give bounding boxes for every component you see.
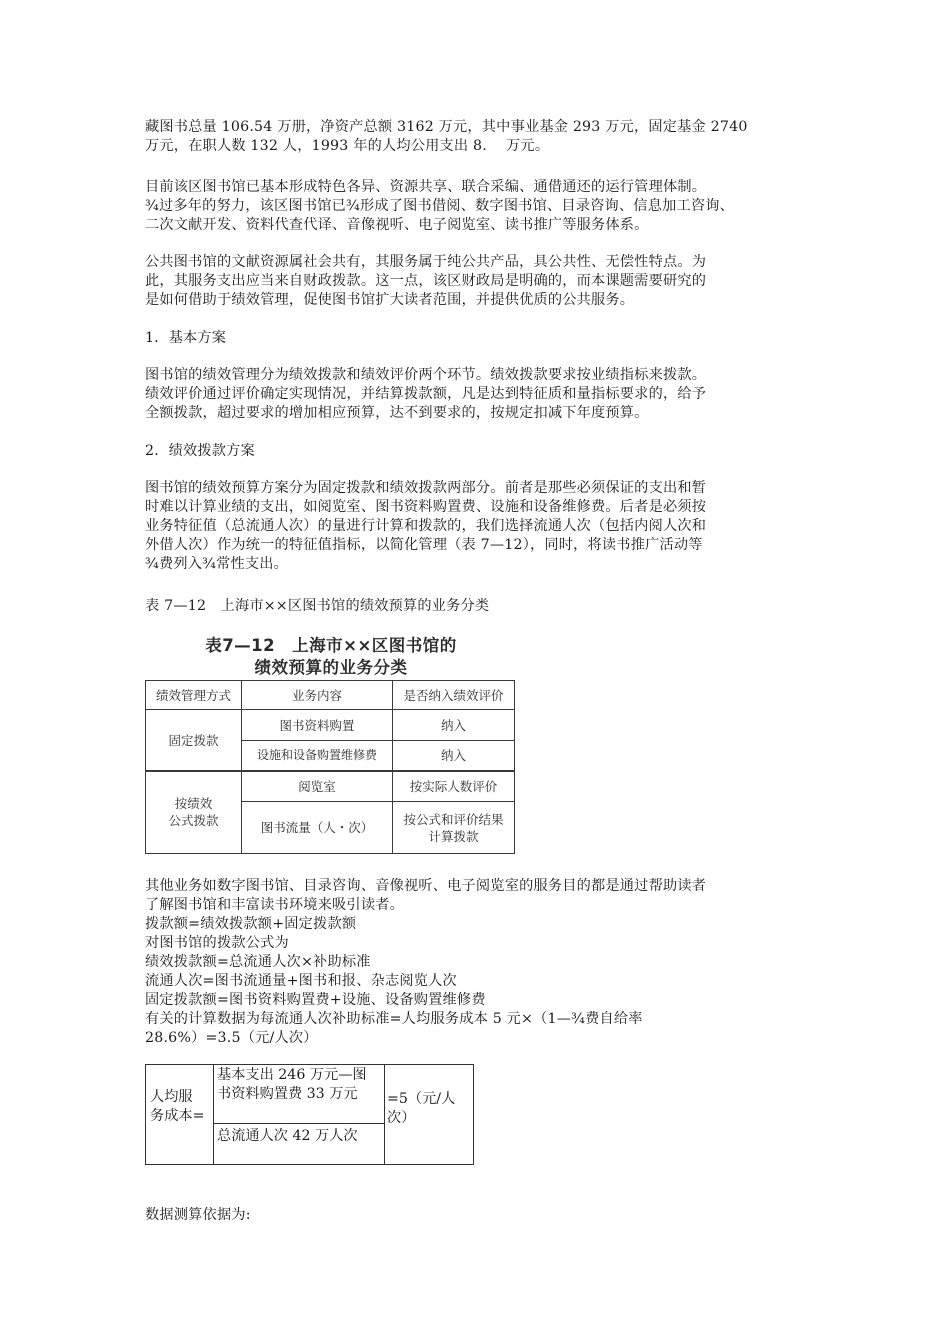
group-formula-line2: 公式拨款: [168, 813, 219, 828]
figure-title-line2: 绩效预算的业务分类: [254, 658, 408, 677]
figure-title-line1: 表7—12 上海市××区图书馆的: [205, 636, 457, 655]
header-included-in-evaluation: 是否纳入绩效评价: [403, 687, 504, 703]
cell-included-2: 纳入: [440, 748, 466, 763]
after-line-2: 了解图书馆和丰富读书环境来吸引读者。: [145, 897, 404, 913]
formula-fixed-allocation: 固定拨款额=图书资料购置费+设施、设备购置维修费: [145, 992, 486, 1008]
formula-circulation: 流通人次=图书流通量+图书和报、杂志阅览人次: [145, 973, 457, 989]
paragraph-library-stats: 藏图书总量 106.54 万册，净资产总额 3162 万元，其中事业基金 293 万元，固定基金 2740 万元，在职人数 132 人，1993 年的人均公用支出 8. 万元。: [145, 119, 748, 154]
cell-book-purchase: 图书资料购置: [279, 717, 355, 733]
header-management-method: 绩效管理方式: [155, 687, 231, 703]
formula-numerator: 基本支出 246 万元—图 书资料购置费 33 万元: [217, 1067, 367, 1102]
closing-line: 数据测算依据为:: [145, 1207, 251, 1223]
cell-book-circulation: 图书流量（人・次）: [260, 820, 374, 835]
paragraph-performance-plan: 图书馆的绩效预算方案分为固定拨款和绩效拨款两部分。前者是那些必须保证的支出和暂 时难以计算业绩的支出，如阅览室、图书资料购置费、设施和设备维修费。后者是必须按 业务特征值（总流通人次）的量进行计算和拨款的，我们选择流通人次（包括内阅人次和 外借人次）作为统一的特征值指标，以简化管理（表 7—12），同时，将读书推广活动等 ¾费列入¾常性支出。: [145, 480, 707, 572]
cell-formula-result-line1: 按公式和评价结果: [403, 811, 504, 827]
formula-intro: 对图书馆的拨款公式为: [145, 935, 289, 951]
heading-performance-plan: 2．绩效拨款方案: [145, 443, 255, 459]
group-formula-line1: 按绩效: [174, 796, 213, 811]
cell-formula-result-line2: 计算拨款: [428, 828, 479, 844]
formula-subsidy-standard: 有关的计算数据为每流通人次补助标准=人均服务成本 5 元×（1—¾费自给率: [145, 1011, 643, 1027]
cell-facility-maintenance: 设施和设备购置维修费: [256, 748, 377, 762]
header-business-content: 业务内容: [291, 687, 342, 703]
formula-result: =5（元/人 次）: [387, 1091, 456, 1126]
formula-allocation-total: 拨款额=绩效拨款额+固定拨款额: [145, 916, 357, 932]
table-caption: 表 7—12 上海市××区图书馆的绩效预算的业务分类: [145, 598, 490, 614]
heading-basic-plan: 1．基本方案: [145, 330, 227, 346]
cost-formula-table: [145, 1064, 474, 1165]
cell-reading-room: 阅览室: [298, 779, 336, 794]
cell-actual-headcount: 按实际人数评价: [409, 779, 498, 794]
group-formula-allocation: [146, 771, 241, 853]
paragraph-public-goods: 公共图书馆的文献资源属社会共有，其服务属于纯公共产品，具公共性、无偿性特点。为 此，其服务支出应当来自财政拨款。这一点，该区财政局是明确的，而本课题需要研究的 是如何借助于绩效管理，促使图书馆扩大读者范围，并提供优质的公共服务。: [145, 254, 707, 308]
paragraph-basic-plan: 图书馆的绩效管理分为绩效拨款和绩效评价两个环节。绩效拨款要求按业绩指标来拨款。 绩效评价通过评价确定实现情况，并结算拨款额，凡是达到特征质和量指标要求的，给予 全额拨款，超过要求的增加相应预算，达不到要求的，按规定扣减下年度预算。: [145, 367, 707, 421]
cell-formula-result: [393, 802, 514, 853]
figure-table: [145, 680, 515, 854]
formula-performance-allocation: 绩效拨款额=总流通人次×补助标准: [145, 954, 371, 970]
cell-included-1: 纳入: [440, 717, 466, 733]
business-classification-figure: [145, 628, 517, 856]
formula-subsidy-result: 28.6%）=3.5（元/人次）: [145, 1030, 318, 1046]
formula-denominator: 总流通人次 42 万人次: [217, 1128, 358, 1144]
formula-label: 人均服 务成本=: [150, 1089, 205, 1124]
group-fixed-allocation: 固定拨款: [168, 732, 219, 748]
paragraph-management-system: 目前该区图书馆已基本形成特色各异、资源共享、联合采编、通借通还的运行管理体制。 ¾过多年的努力，该区图书馆已¾形成了图书借阅、数字图书馆、目录咨询、信息加工咨询、 二次文献开发、资料代查代译、音像视听、电子阅览室、读书推广等服务体系。: [145, 179, 735, 233]
after-line-1: 其他业务如数字图书馆、目录咨询、音像视听、电子阅览室的服务目的都是通过帮助读者: [145, 878, 707, 894]
